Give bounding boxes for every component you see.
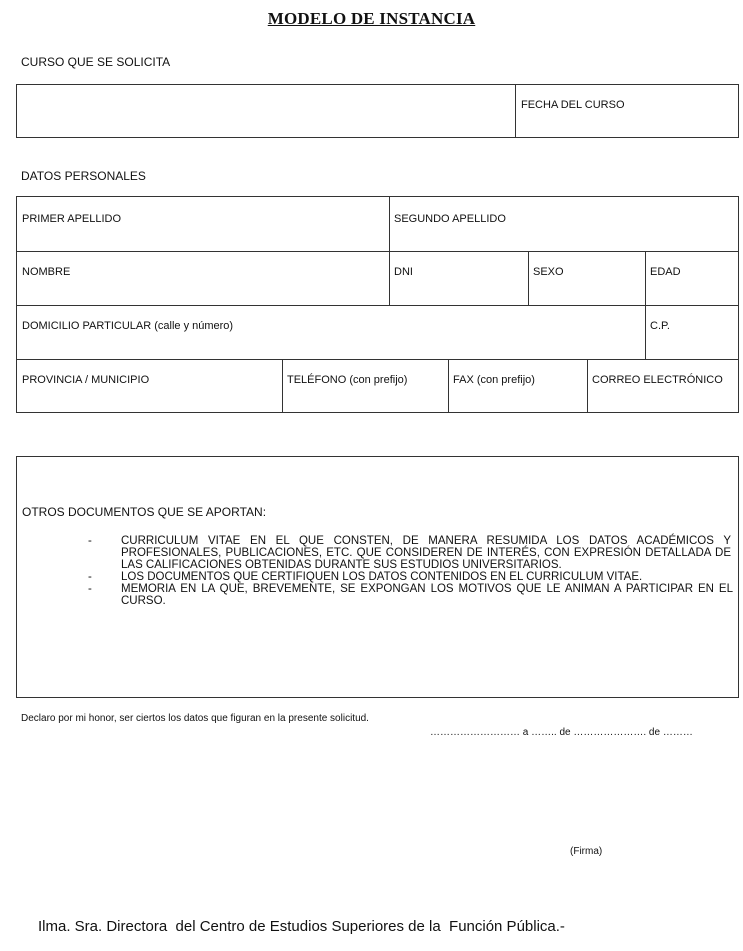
fax-field[interactable] — [449, 360, 586, 412]
fecha-lugar-line[interactable]: ……………………… a …….. de …………………. de ……… — [430, 727, 693, 738]
page-title: MODELO DE INSTANCIA — [267, 9, 476, 28]
segundo-apellido-label: SEGUNDO APELLIDO — [394, 213, 506, 225]
telefono-label: TELÉFONO (con prefijo) — [287, 374, 408, 386]
fax-label: FAX (con prefijo) — [453, 374, 535, 386]
datos-table — [16, 196, 739, 413]
sexo-label: SEXO — [533, 266, 564, 278]
telefono-field[interactable] — [283, 360, 447, 412]
bullet-dash: - — [88, 571, 92, 583]
curso-box — [16, 84, 739, 138]
primer-apellido-label: PRIMER APELLIDO — [22, 213, 122, 225]
sexo-field[interactable] — [529, 252, 644, 305]
bullet-dash: - — [88, 535, 92, 547]
cp-field[interactable] — [646, 306, 738, 359]
curso-heading: CURSO QUE SE SOLICITA — [21, 55, 171, 69]
declaracion-text: Declaro por mi honor, ser ciertos los datos que figuran en la presente solicitud. — [21, 713, 369, 724]
documento-item: MEMORIA EN LA QUE, BREVEMENTE, SE EXPONGAN LOS MOTIVOS QUE LE ANIMAN A PARTICIPAR EN EL CURSO. — [121, 583, 733, 608]
curso-field[interactable] — [18, 86, 514, 137]
dni-field[interactable] — [390, 252, 527, 305]
domicilio-label: DOMICILIO PARTICULAR (calle y número) — [22, 320, 234, 332]
domicilio-field[interactable] — [17, 306, 644, 359]
provincia-field[interactable] — [17, 360, 281, 412]
documentos-heading: OTROS DOCUMENTOS QUE SE APORTAN: — [22, 505, 267, 519]
destinatario-text: Ilma. Sra. Directora del Centro de Estudios Superiores de la Función Pública.- — [38, 918, 565, 935]
documento-item: CURRICULUM VITAE EN EL QUE CONSTEN, DE MANERA RESUMIDA LOS DATOS ACADÉMICOS Y PROFESIONALES, PUBLICACIONES, ETC. QUE CONSIDEREN DE INTERÉS, CON EXPRESIÓN DETALLADA DE LAS CALIFICACIONES OBTENIDAS DURANTE SUS ESTUDIOS UNIVERSITARIOS. — [121, 535, 731, 572]
dni-label: DNI — [394, 266, 413, 278]
fecha-curso-field[interactable] — [516, 86, 738, 137]
documentos-box — [16, 456, 739, 698]
firma-label: (Firma) — [570, 846, 603, 857]
cp-label: C.P. — [650, 320, 670, 332]
edad-field[interactable] — [646, 252, 738, 305]
edad-label: EDAD — [650, 266, 681, 278]
datos-heading: DATOS PERSONALES — [21, 169, 146, 183]
nombre-label: NOMBRE — [22, 266, 71, 278]
fecha-curso-label: FECHA DEL CURSO — [521, 99, 625, 111]
nombre-field[interactable] — [17, 252, 388, 305]
provincia-label: PROVINCIA / MUNICIPIO — [22, 374, 150, 386]
correo-field[interactable] — [588, 360, 738, 412]
documento-item: LOS DOCUMENTOS QUE CERTIFIQUEN LOS DATOS CONTENIDOS EN EL CURRICULUM VITAE. — [121, 571, 643, 583]
bullet-dash: - — [88, 583, 92, 595]
correo-label: CORREO ELECTRÓNICO — [592, 374, 723, 386]
